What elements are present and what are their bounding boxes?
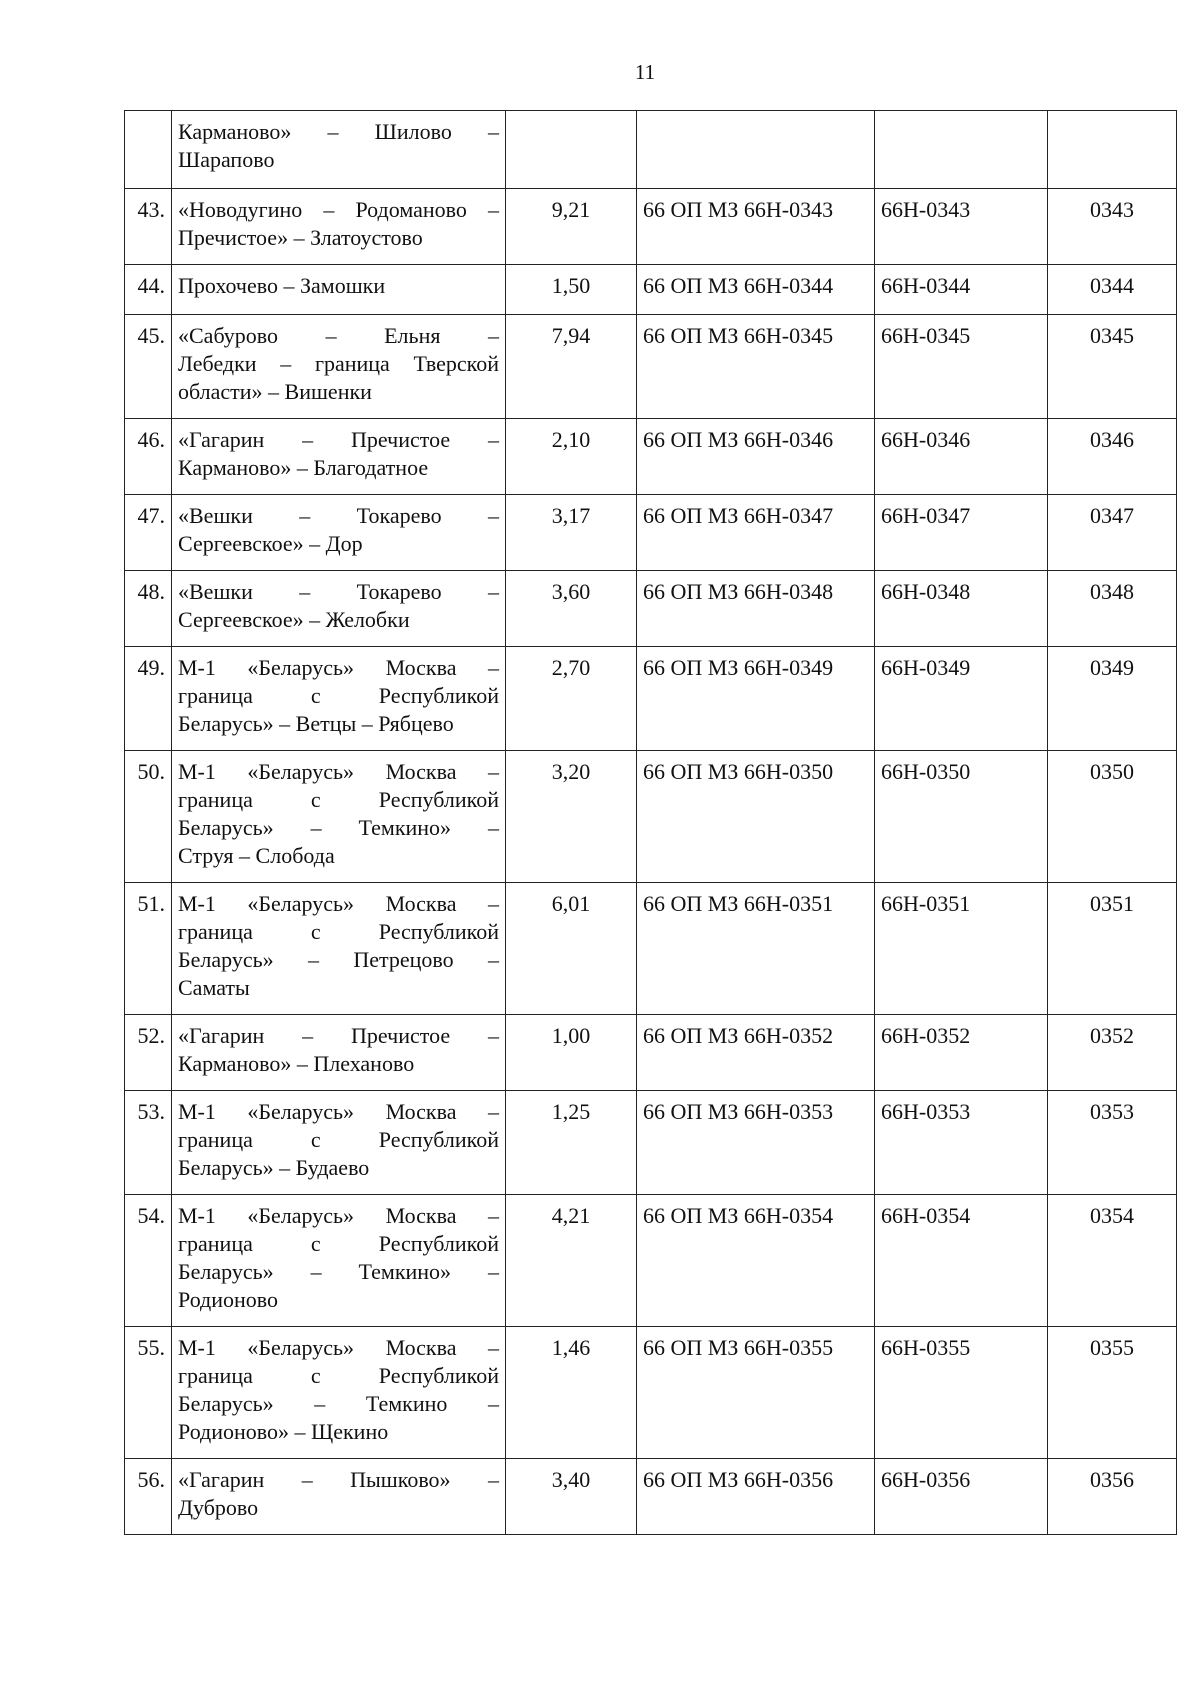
row-number: 52.: [125, 1015, 172, 1091]
road-length: 3,20: [506, 751, 637, 883]
road-length: 3,60: [506, 571, 637, 647]
road-name-line: «Сабурово – Ельня –: [178, 323, 499, 348]
table-row: [125, 1459, 1177, 1535]
row-number: 49.: [125, 647, 172, 751]
row-number: 44.: [125, 265, 172, 315]
table-row: [125, 189, 1177, 265]
road-code: 0349: [1048, 647, 1177, 751]
road-code: 0356: [1048, 1459, 1177, 1535]
road-id-short: 66Н-0346: [875, 419, 1048, 495]
row-number: 45.: [125, 315, 172, 419]
road-length: 1,25: [506, 1091, 637, 1195]
road-name: [172, 265, 506, 315]
road-id-short: 66Н-0344: [875, 265, 1048, 315]
table-row: [125, 1195, 1177, 1327]
road-id-short: 66Н-0351: [875, 883, 1048, 1015]
road-name-line: Дуброво: [178, 1495, 259, 1520]
road-id-full: 66 ОП МЗ 66Н-0346: [637, 419, 875, 495]
road-name-line: граница с Республикой: [178, 1127, 499, 1152]
road-length: 4,21: [506, 1195, 637, 1327]
road-code: [1048, 111, 1177, 189]
table-row: [125, 1327, 1177, 1459]
road-code: 0355: [1048, 1327, 1177, 1459]
road-name: [172, 315, 506, 419]
road-name-line: Родионово» – Щекино: [178, 1419, 389, 1444]
road-name-line: Беларусь» – Темкино –: [178, 1391, 499, 1416]
row-number: 51.: [125, 883, 172, 1015]
road-id-short: 66Н-0353: [875, 1091, 1048, 1195]
road-name-line: области» – Вишенки: [178, 379, 372, 404]
road-length: 3,17: [506, 495, 637, 571]
road-id-full: 66 ОП МЗ 66Н-0345: [637, 315, 875, 419]
road-id-full: 66 ОП МЗ 66Н-0343: [637, 189, 875, 265]
road-name: [172, 571, 506, 647]
road-name: [172, 1195, 506, 1327]
road-name-line: М-1 «Беларусь» Москва –: [178, 655, 499, 680]
road-id-full: 66 ОП МЗ 66Н-0356: [637, 1459, 875, 1535]
road-name: [172, 883, 506, 1015]
road-name: [172, 189, 506, 265]
road-id-short: 66Н-0356: [875, 1459, 1048, 1535]
road-name-line: М-1 «Беларусь» Москва –: [178, 1203, 499, 1228]
roads-table-body: [125, 111, 1177, 1535]
road-name: [172, 751, 506, 883]
road-name-line: Беларусь» – Темкино» –: [178, 815, 499, 840]
road-id-short: 66Н-0355: [875, 1327, 1048, 1459]
road-name: [172, 495, 506, 571]
row-number: 43.: [125, 189, 172, 265]
road-id-full: 66 ОП МЗ 66Н-0344: [637, 265, 875, 315]
road-name-line: Беларусь» – Петрецово –: [178, 947, 499, 972]
road-name-line: граница с Республикой: [178, 919, 499, 944]
row-number: 46.: [125, 419, 172, 495]
road-length: 1,00: [506, 1015, 637, 1091]
road-name-line: Прохочево – Замошки: [178, 273, 386, 298]
road-name-line: Родионово: [178, 1287, 279, 1312]
road-code: 0348: [1048, 571, 1177, 647]
road-id-short: 66Н-0350: [875, 751, 1048, 883]
road-name-line: Сергеевское» – Дор: [178, 531, 363, 556]
table-row: [125, 1091, 1177, 1195]
road-name-line: Сергеевское» – Желобки: [178, 607, 410, 632]
table-row: [125, 315, 1177, 419]
road-id-short: 66Н-0354: [875, 1195, 1048, 1327]
road-name: [172, 1091, 506, 1195]
roads-table: [124, 110, 1177, 1535]
road-name-line: граница с Республикой: [178, 787, 499, 812]
road-id-full: 66 ОП МЗ 66Н-0347: [637, 495, 875, 571]
road-id-short: 66Н-0352: [875, 1015, 1048, 1091]
road-name-line: Пречистое» – Златоустово: [178, 225, 423, 250]
road-length: 1,50: [506, 265, 637, 315]
road-name-line: «Гагарин – Пречистое –: [178, 1023, 499, 1048]
road-length: 2,70: [506, 647, 637, 751]
road-length: 2,10: [506, 419, 637, 495]
road-name-line: Лебедки – граница Тверской: [178, 351, 499, 376]
road-code: 0346: [1048, 419, 1177, 495]
road-length: 6,01: [506, 883, 637, 1015]
road-name-line: М-1 «Беларусь» Москва –: [178, 1099, 499, 1124]
road-id-full: 66 ОП МЗ 66Н-0349: [637, 647, 875, 751]
road-name-line: Струя – Слобода: [178, 843, 335, 868]
road-name: [172, 1327, 506, 1459]
table-row: [125, 419, 1177, 495]
road-code: 0343: [1048, 189, 1177, 265]
page-number: 11: [634, 60, 656, 84]
road-code: 0351: [1048, 883, 1177, 1015]
road-code: 0347: [1048, 495, 1177, 571]
road-id-short: [875, 111, 1048, 189]
row-number: [125, 111, 172, 189]
road-length: 1,46: [506, 1327, 637, 1459]
road-length: 3,40: [506, 1459, 637, 1535]
road-name-line: Карманово» – Благодатное: [178, 455, 429, 480]
road-name-line: М-1 «Беларусь» Москва –: [178, 891, 499, 916]
table-row: [125, 883, 1177, 1015]
road-length: 7,94: [506, 315, 637, 419]
road-name-line: Шарапово: [178, 147, 275, 172]
row-number: 54.: [125, 1195, 172, 1327]
road-name: [172, 1015, 506, 1091]
road-id-full: [637, 111, 875, 189]
row-number: 53.: [125, 1091, 172, 1195]
road-name-line: Беларусь» – Темкино» –: [178, 1259, 499, 1284]
road-name-line: граница с Республикой: [178, 1231, 499, 1256]
road-name-line: Беларусь» – Будаево: [178, 1155, 370, 1180]
road-id-full: 66 ОП МЗ 66Н-0353: [637, 1091, 875, 1195]
road-code: 0350: [1048, 751, 1177, 883]
road-name-line: М-1 «Беларусь» Москва –: [178, 759, 499, 784]
road-id-full: 66 ОП МЗ 66Н-0354: [637, 1195, 875, 1327]
road-length: 9,21: [506, 189, 637, 265]
road-name-line: «Новодугино – Родоманово –: [178, 197, 499, 222]
road-length: [506, 111, 637, 189]
row-number: 48.: [125, 571, 172, 647]
table-row: [125, 571, 1177, 647]
road-name-line: Беларусь» – Ветцы – Рябцево: [178, 711, 454, 736]
row-number: 47.: [125, 495, 172, 571]
road-name-line: Саматы: [178, 975, 250, 1000]
road-code: 0344: [1048, 265, 1177, 315]
road-id-full: 66 ОП МЗ 66Н-0350: [637, 751, 875, 883]
table-row: [125, 495, 1177, 571]
road-name-line: М-1 «Беларусь» Москва –: [178, 1335, 499, 1360]
road-code: 0352: [1048, 1015, 1177, 1091]
road-name: [172, 647, 506, 751]
table-row: [125, 1015, 1177, 1091]
road-id-full: 66 ОП МЗ 66Н-0348: [637, 571, 875, 647]
row-number: 50.: [125, 751, 172, 883]
table-row: [125, 111, 1177, 189]
road-id-full: 66 ОП МЗ 66Н-0352: [637, 1015, 875, 1091]
road-code: 0345: [1048, 315, 1177, 419]
table-row: [125, 265, 1177, 315]
road-code: 0353: [1048, 1091, 1177, 1195]
road-id-full: 66 ОП МЗ 66Н-0351: [637, 883, 875, 1015]
road-id-short: 66Н-0347: [875, 495, 1048, 571]
table-row: [125, 647, 1177, 751]
road-id-full: 66 ОП МЗ 66Н-0355: [637, 1327, 875, 1459]
table-row: [125, 751, 1177, 883]
road-id-short: 66Н-0345: [875, 315, 1048, 419]
road-name: [172, 111, 506, 189]
road-name: [172, 1459, 506, 1535]
road-name-line: «Вешки – Токарево –: [178, 503, 499, 528]
road-name-line: граница с Республикой: [178, 683, 499, 708]
road-name-line: «Гагарин – Пречистое –: [178, 427, 499, 452]
road-name-line: «Вешки – Токарево –: [178, 579, 499, 604]
road-code: 0354: [1048, 1195, 1177, 1327]
road-name-line: Карманово» – Плеханово: [178, 1051, 415, 1076]
road-id-short: 66Н-0349: [875, 647, 1048, 751]
road-id-short: 66Н-0343: [875, 189, 1048, 265]
row-number: 56.: [125, 1459, 172, 1535]
road-name-line: «Гагарин – Пышково» –: [178, 1467, 499, 1492]
road-id-short: 66Н-0348: [875, 571, 1048, 647]
road-name-line: граница с Республикой: [178, 1363, 499, 1388]
road-name-line: Карманово» – Шилово –: [178, 119, 499, 144]
road-name: [172, 419, 506, 495]
row-number: 55.: [125, 1327, 172, 1459]
